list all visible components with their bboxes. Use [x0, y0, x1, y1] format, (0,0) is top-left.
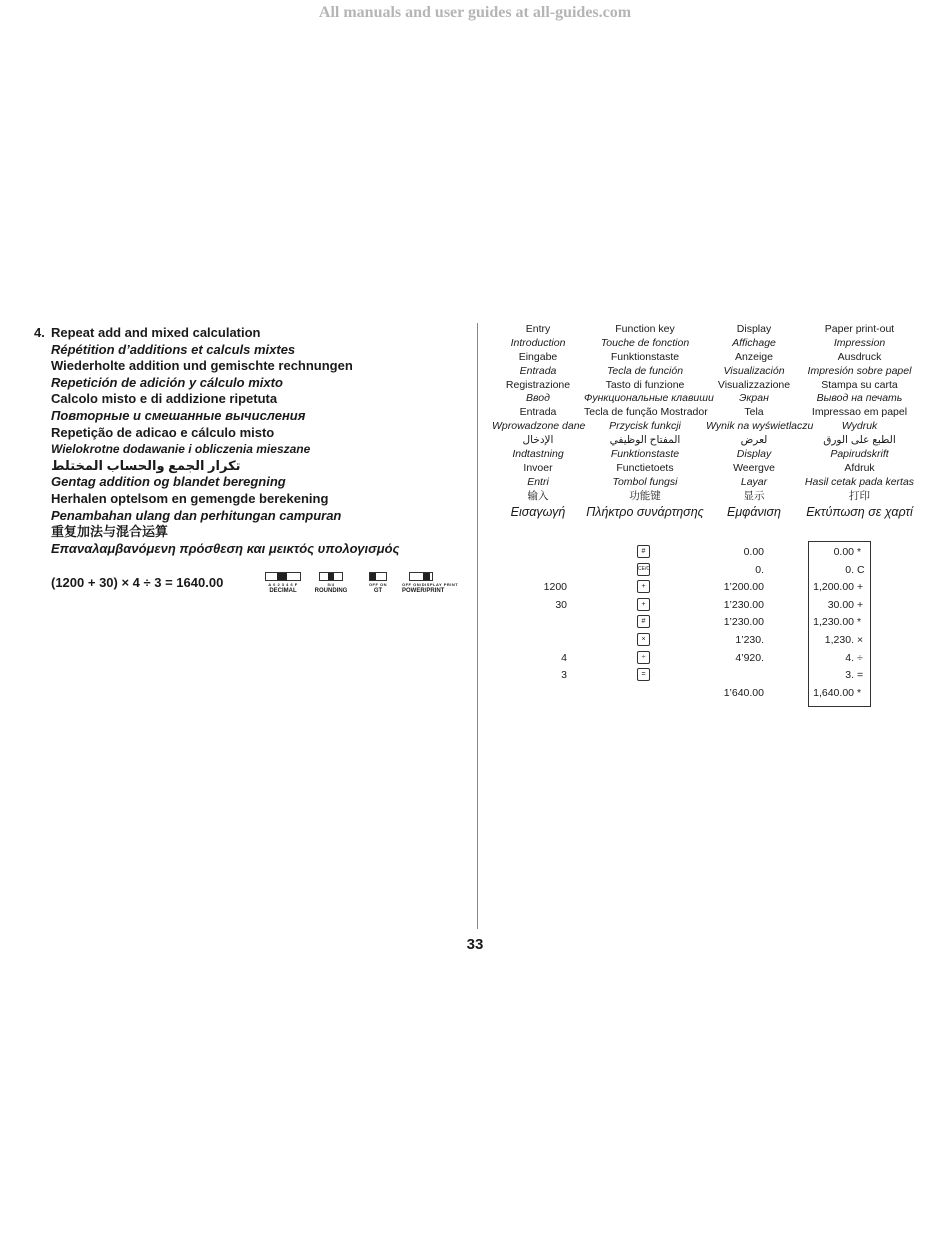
calc-symbol: = [857, 669, 864, 682]
header-entry: Introduction [510, 336, 566, 349]
header-paper: الطبع على الورق [823, 434, 896, 447]
header-entry: الإدخال [522, 434, 554, 447]
section-title: Herhalen optelsom en gemengde berekening [51, 490, 329, 506]
switch-ticks: OFF ON [368, 582, 388, 587]
example-formula: (1200 + 30) × 4 ÷ 3 = 1640.00 [51, 575, 224, 590]
calc-symbol: * [857, 546, 862, 558]
function-key-icon: × [637, 633, 650, 646]
switch-decimal [258, 572, 308, 594]
header-key: Functietoets [616, 461, 674, 474]
header-row [492, 462, 917, 476]
header-paper: Εκτύπωση σε χαρτί [806, 504, 913, 519]
section-title: Wielokrotne dodawanie i obliczenia mieszane [51, 442, 311, 457]
column-headers [492, 323, 917, 521]
calc-symbol: + [857, 598, 864, 611]
header-row [492, 434, 917, 448]
function-key-icon: # [637, 545, 650, 558]
header-row [492, 392, 917, 406]
calc-display: 0. [755, 563, 764, 576]
calc-symbol: ÷ [857, 651, 863, 664]
section-title: 重复加法与混合运算 [51, 524, 169, 540]
function-key-icon: = [637, 668, 650, 681]
switch-label: GT [373, 588, 383, 594]
calc-row [492, 685, 922, 703]
header-paper: 打印 [849, 489, 870, 502]
calc-paper: 0. [845, 563, 854, 576]
header-key: 功能键 [629, 489, 661, 502]
header-entry: Invoer [523, 461, 553, 474]
header-display: Wynik na wyświetlaczu [706, 420, 814, 433]
calc-paper: 1,640.00 [813, 686, 854, 699]
header-entry: Indtastning [512, 448, 564, 461]
calc-paper: 1,200.00 [813, 581, 854, 594]
switch-ticks: 5/4 [327, 582, 335, 587]
header-key: Funktionstaste [610, 350, 680, 363]
column-divider [477, 323, 478, 929]
calc-symbol: × [857, 633, 864, 646]
switch-gt [362, 572, 394, 594]
header-display: Layar [740, 475, 768, 488]
header-paper: Paper print-out [824, 323, 895, 335]
header-row [492, 490, 917, 504]
header-entry: Wprowadzone dane [492, 420, 586, 433]
header-key: المفتاح الوظيفي [609, 434, 681, 447]
header-paper: Ausdruck [837, 350, 882, 363]
calc-display: 1’640.00 [723, 686, 764, 699]
header-row [492, 379, 917, 393]
calc-symbol: * [857, 686, 862, 699]
header-display: Visualización [723, 364, 785, 377]
section-title: Repetição de adicao e cálculo misto [51, 424, 275, 440]
switch-settings [258, 572, 459, 602]
header-row [492, 504, 917, 521]
switch-ticks: A 0 2 3 4 6 F [268, 582, 298, 587]
calc-symbol: * [857, 616, 862, 629]
calc-entry: 1200 [543, 581, 567, 594]
calc-display: 4’920. [735, 651, 764, 664]
calc-display: 1’200.00 [723, 581, 764, 594]
header-row [492, 420, 917, 434]
header-paper: Вывод на печать [816, 392, 903, 405]
section-title: Repetición de adición y cálculo mixto [51, 374, 283, 390]
calc-paper: 3. [845, 669, 854, 682]
header-entry: Entrada [519, 364, 557, 377]
header-key: Πλήκτρο συνάρτησης [586, 504, 704, 519]
calc-paper: 0.00 [833, 546, 854, 558]
header-row [492, 406, 917, 420]
header-display: Affichage [732, 336, 776, 349]
calc-row [492, 667, 922, 685]
header-entry: Entrada [519, 406, 557, 419]
calc-row [492, 562, 922, 580]
calc-symbol: C [857, 563, 865, 576]
calc-row [492, 579, 922, 597]
header-row [492, 365, 917, 379]
header-row [492, 323, 917, 337]
section-number: 4. [34, 325, 45, 340]
header-paper: Impression [833, 336, 886, 349]
calc-entry: 4 [561, 651, 567, 664]
function-key-icon: CE/C [637, 563, 650, 576]
header-display: لعرض [740, 434, 768, 447]
switch-label: DECIMAL [269, 588, 297, 594]
section-titles [34, 325, 464, 557]
calc-entry: 3 [561, 669, 567, 682]
section-heading [34, 325, 464, 557]
header-paper: Impresión sobre papel [807, 364, 912, 377]
calc-paper: 4. [845, 651, 854, 664]
header-display: 显示 [743, 489, 765, 502]
function-key-icon: + [637, 580, 650, 593]
header-entry: Entri [527, 475, 549, 488]
header-row [492, 351, 917, 365]
header-entry: 输入 [527, 489, 549, 502]
calc-row [492, 544, 922, 562]
header-entry: Ввод [526, 392, 550, 405]
section-title: تكرار الجمع والحساب المختلط [51, 457, 241, 473]
section-title: Calcolo misto e di addizione ripetuta [51, 391, 278, 407]
header-paper: Afdruk [844, 461, 875, 474]
header-display: Экран [739, 392, 769, 405]
header-key: Функциональные клавиши [584, 392, 714, 405]
header-key: Touche de fonction [600, 336, 690, 349]
section-title: Repeat add and mixed calculation [51, 325, 261, 340]
header-paper: Papirudskrift [830, 448, 889, 461]
calc-paper: 30.00 [827, 598, 854, 611]
calc-display: 1’230. [735, 633, 764, 646]
calc-row [492, 632, 922, 650]
switch-label: ROUNDING [314, 588, 348, 594]
section-title: Повторные и смешанные вычисления [51, 407, 306, 423]
header-key: Tecla de função Mostrador [584, 406, 708, 419]
header-paper: Stampa su carta [821, 378, 898, 391]
switch-label: POWER/PRINT [402, 588, 445, 594]
title-list [51, 325, 399, 557]
calc-row [492, 614, 922, 632]
section-title: Επαναλαμβανόμενη πρόσθεση και μεικτός υπολογισμός [51, 540, 400, 556]
header-row [492, 337, 917, 351]
header-key: Function key [615, 323, 675, 335]
header-key: Tasto di funzione [605, 378, 685, 391]
section-title: Répétition d’additions et calculs mixtes [51, 341, 296, 357]
switch-rounding [312, 572, 350, 594]
calc-display: 1’230.00 [723, 616, 764, 629]
header-display: Εμφάνιση [727, 504, 781, 519]
function-key-icon: ÷ [637, 651, 650, 664]
header-paper: Hasil cetak pada kertas [804, 475, 915, 488]
header-entry: Eingabe [518, 350, 558, 363]
calc-display: 1’230.00 [723, 598, 764, 611]
switch-ticks: OFF ON/DISPLAY PRINT [402, 582, 459, 587]
calc-display: 0.00 [743, 546, 764, 558]
header-key: Tecla de función [606, 364, 684, 377]
calc-entry: 30 [555, 598, 567, 611]
calc-paper: 1,230.00 [813, 616, 854, 629]
header-display: Display [736, 323, 772, 335]
header-row [492, 476, 917, 490]
header-entry: Registrazione [505, 378, 571, 391]
header-key: Tombol fungsi [612, 475, 678, 488]
header-key: Przycisk funkcji [609, 420, 681, 433]
header-key: Funktionstaste [610, 448, 680, 461]
function-key-icon: # [637, 615, 650, 628]
calc-row [492, 650, 922, 668]
section-title: Gentag addition og blandet beregning [51, 474, 286, 490]
calc-paper: 1,230. [824, 633, 854, 646]
header-entry: Entry [525, 323, 551, 335]
header-display: Anzeige [735, 350, 773, 363]
calc-symbol: + [857, 581, 864, 594]
section-title: Wiederholte addition und gemischte rechnungen [51, 358, 353, 374]
header-display: Display [736, 448, 772, 461]
header-display: Tela [744, 406, 764, 419]
calc-row [492, 597, 922, 615]
header-display: Weergve [733, 461, 775, 474]
watermark: All manuals and user guides at all-guides.com [318, 4, 632, 21]
header-paper: Impressao em papel [811, 406, 908, 419]
header-paper: Wydruk [841, 420, 878, 433]
switch-power-print [402, 572, 459, 594]
header-entry: Εισαγωγή [510, 504, 566, 519]
section-title: Penambahan ulang dan perhitungan campuran [51, 507, 342, 523]
header-display: Visualizzazione [717, 378, 791, 391]
header-row [492, 448, 917, 462]
page-number: 33 [466, 936, 484, 953]
function-key-icon: + [637, 598, 650, 611]
calculation-steps [492, 544, 922, 702]
